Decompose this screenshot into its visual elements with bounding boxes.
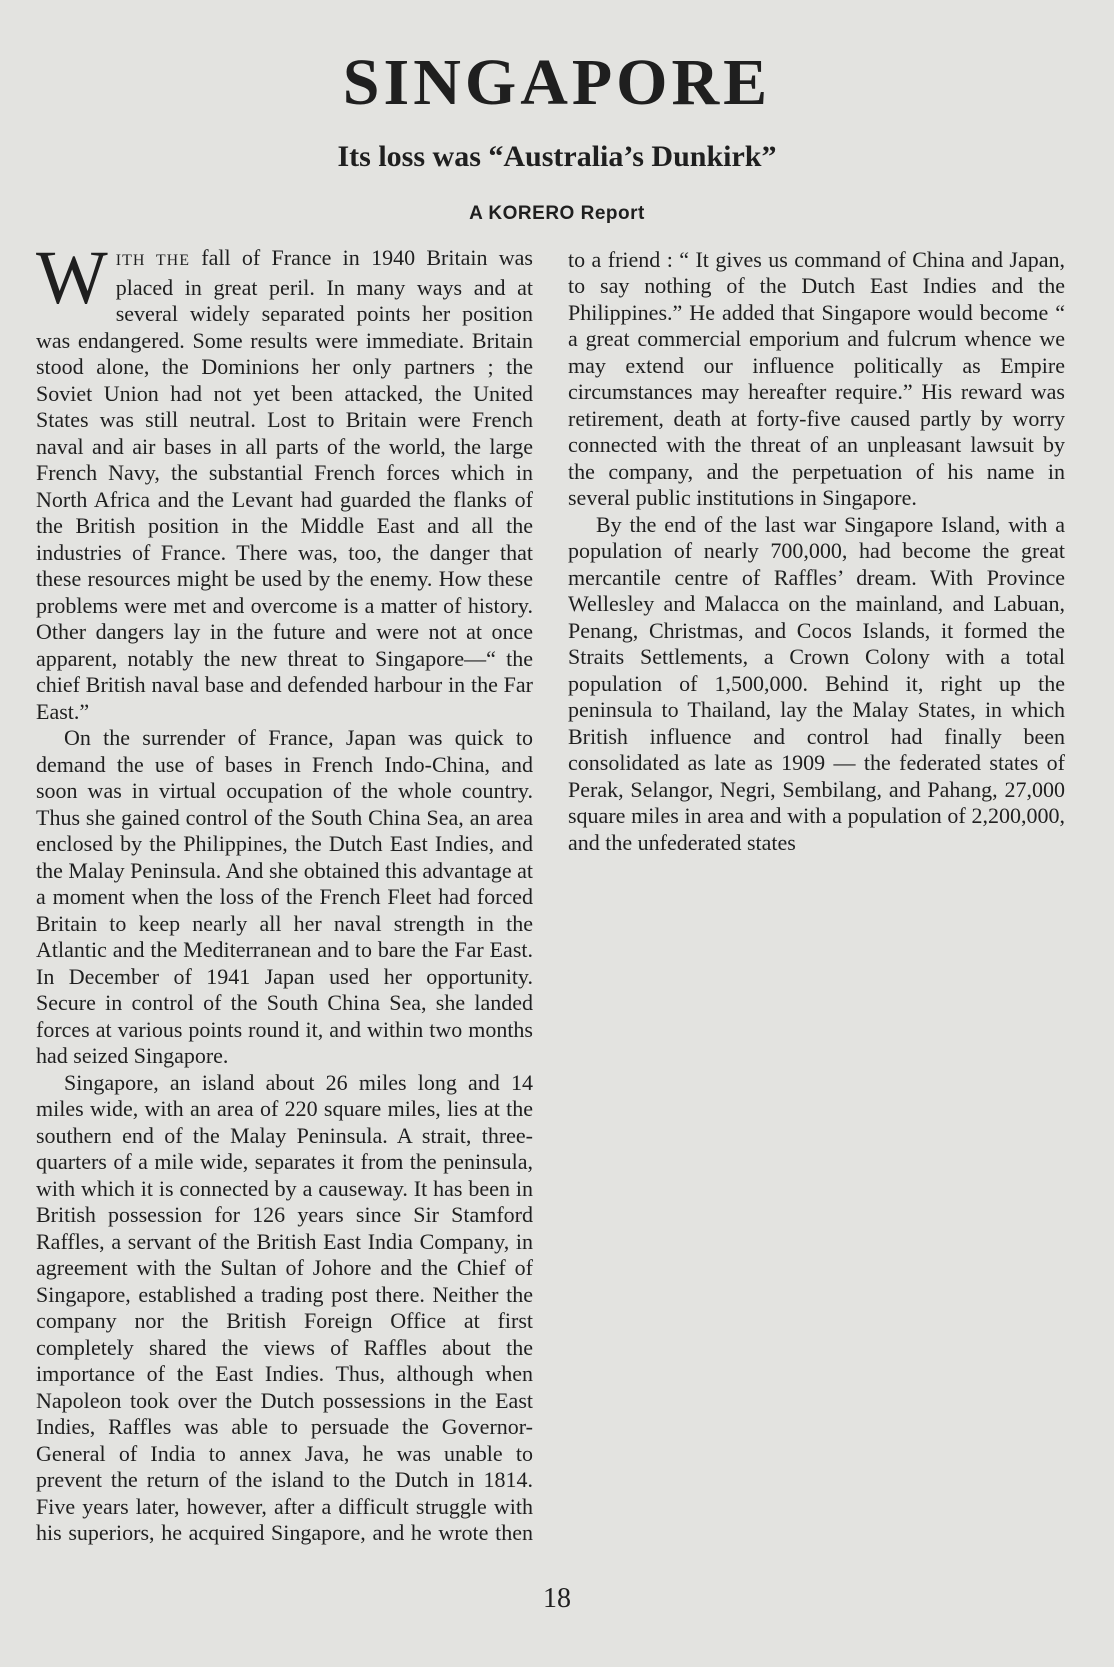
article-title: SINGAPORE: [342, 46, 772, 119]
paragraph-3-continued: to a friend : “ It gives us command of China and Japan, to say nothing of the Dutch East Indies and the Philippines.” He added that Singapore would become “ a great commercial emporium and fulcrum whence we may extend our influence politically as Empire circumstances may hereafter require.” His reward was retirement, death at forty-five caused partly by worry connected with the threat of an unpleasant lawsuit by the company, and the perpetuation of his name in several public institutions in Singapore.: [568, 246, 1065, 510]
article-body-flow: [36, 245, 533, 1545]
paragraph-2: On the surrender of France, Japan was quick to demand the use of bases in French Indo-China, and soon was in virtual occupation of the whole country. Thus she gained control of the South China Sea, an area enclosed by the Philippines, the Dutch East Indies, and the Malay Peninsula. And she obtained this advantage at a moment when the loss of the French Fleet had forced Britain to keep nearly all her naval strength in the Atlantic and the Mediterranean and to bare the Far East. In December of 1941 Japan used her opportunity. Secure in control of the South China Sea, she landed forces at various points round it, and within two months had seized Singapore.: [36, 725, 533, 1068]
drop-cap: W: [36, 245, 108, 320]
article-subtitle: Its loss was “Australia’s Dunkirk”: [337, 140, 777, 173]
byline: A KORERO Report: [469, 203, 645, 224]
article-body-continuation: [568, 245, 1065, 856]
paragraph-4-continued: By the end of the last war Singapore Island, with a population of nearly 700,000, had become the great mercantile centre of Raffles’ dream. With Province Wellesley and Malacca on the mainland, and Labuan, Penang, Christmas, and Cocos Islands, it formed the Straits Settlements, a Crown Colony with a total population of 1,500,000. Behind it, right up the peninsula to Thailand, lay the Malay States, in which British influence and control had finally been consolidated as late as 1909 — the federated states of Perak, Selangor, Negri, Sembilang, and Pahang, 27,000 square miles in area and with a population of 2,200,000, and the unfederated states: [568, 511, 1065, 855]
paragraph-1: [36, 245, 533, 725]
page-number: 18: [543, 1583, 571, 1614]
paragraph-3: Singapore, an island about 26 miles long and 14 miles wide, with an area of 220 square miles, lies at the southern end of the Malay Peninsula. A strait, three-quarters of a mile wide, separates it from the peninsula, with which it is connected by a causeway. It has been in British possession for 126 years since Sir Stamford Raffles, a servant of the British East India Company, in agreement with the Sultan of Johore and the Chief of Singapore, established a trading post there. Neither the company nor the British Foreign Office at first completely shared the views of Raffles about the importance of the East Indies. Thus, although when Napoleon took over the Dutch possessions in the East Indies, Raffles was able to persuade the Governor-General of India to annex Java, he was unable to prevent the return of the island to the Dutch in 1814. Five years later, however, after a difficult struggle with his superiors, he acquired Singapore, and he wrote then: [36, 1069, 533, 1545]
paragraph-1-text: fall of France in 1940 Britain was placed in great peril. In many ways and at several widely separated points her position was endangered. Some results were immediate. Britain stood alone, the Dominions her only partners ; the Soviet Union had not yet been attacked, the United States was still neutral. Lost to Britain were French naval and air bases in all parts of the world, the large French Navy, the substantial French forces which in North Africa and the Levant had guarded the flanks of the British position in the Middle East and all the industries of France. There was, too, the danger that these resources might be used by the enemy. How these problems were met and overcome is a matter of history. Other dangers lay in the future and were not at once apparent, notably the new threat to Singapore—“ the chief British naval base and defended harbour in the Far East.”: [36, 245, 533, 724]
opening-small-caps: ITH THE: [115, 252, 190, 269]
article-body-column-2: [568, 245, 1065, 1545]
